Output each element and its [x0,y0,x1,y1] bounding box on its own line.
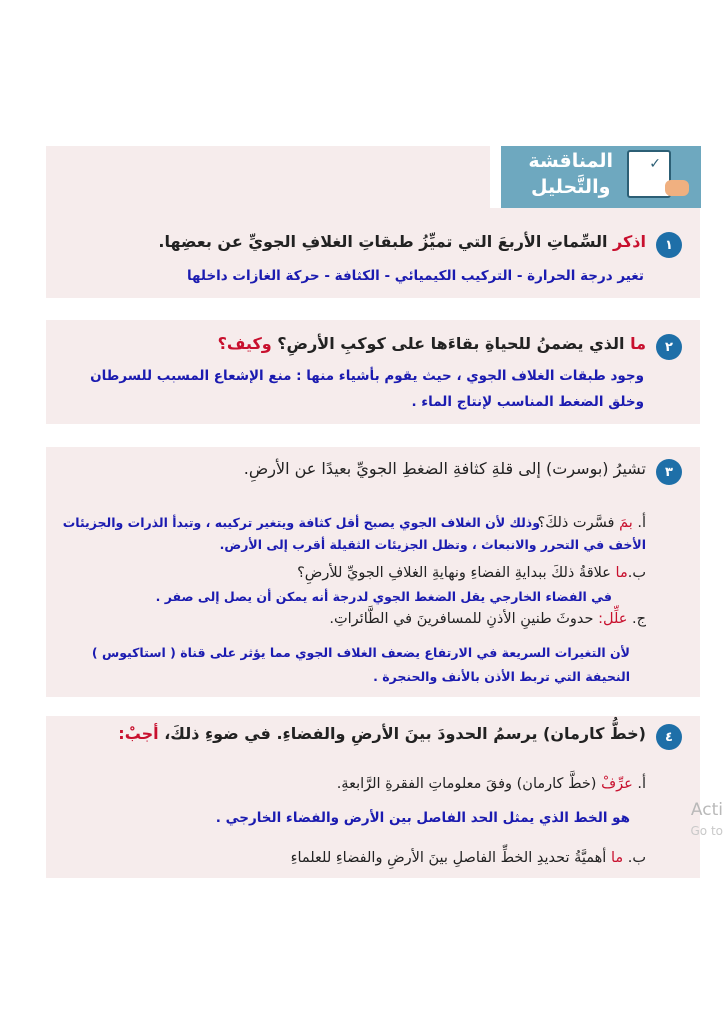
sub-letter: أ. [637,515,646,531]
question-text [58,334,646,353]
question-number: ٣ [656,459,682,485]
sub-letter: أ. [637,776,646,792]
question-2-panel [46,320,700,424]
sub-letter: ب. [627,850,646,866]
answer-line-2: وخلق الضغط المناسب لإنتاج الماء . [411,394,644,410]
answer-text: تغير درجة الحرارة - التركيب الكيميائي - الكثافة - حركة الغازات داخلها [186,268,644,284]
question-verb: ما [630,334,646,353]
question-body: الذي يضمنُ للحياةِ بقاءَها على كوكبِ الأرضِ؟ [271,334,631,353]
sub-question-a [337,776,646,792]
question-verb: اذكر [613,232,646,251]
answer-line-1: وجود طبقات الغلاف الجوي ، حيث يقوم بأشياء منها : منع الإشعاع المسبب للسرطان [90,368,644,384]
sub-text: أهميَّةُ تحديدِ الخطِّ الفاصلِ بينَ الأرضِ والفضاءِ للعلماءِ [290,850,611,866]
answer-c-line-2: النحيفة التي تربط الأذن بالأنف والحنجرة . [373,669,630,684]
checkmark-icon: ✓ [649,156,661,172]
sub-text: حدوثَ طنينِ الأذنِ للمسافرينَ في الطَّائراتِ. [329,611,599,627]
answer-a: هو الخط الذي يمثل الحد الفاصل بين الأرض والفضاء الخارجي . [215,810,630,826]
question-body: (خطُّ كارمان) يرسمُ الحدودَ بينَ الأرضِ والفضاءِ. في ضوءِ ذلكَ، [158,724,646,743]
sub-text: (خطَّ كارمان) وفقَ معلوماتِ الفقرةِ الرَّابعةِ. [336,776,602,792]
question-verb: أجبْ: [118,724,159,743]
question-3-panel [46,447,700,697]
sub-verb: عرِّفْ [601,776,633,792]
answer-c-line-1: لأن التغيرات السريعة في الارتفاع يضعف الغلاف الجوي مما يؤثر على قناة ( استاكيوس ) [91,645,630,660]
header-line1: المناقشة [528,150,613,172]
answer-b: في الفضاء الخارجي يقل الضغط الجوي لدرجة أنه يمكن أن يصل إلى صفر . [155,589,612,604]
answer-a-line-2: الأخف في التحرر والانبعاث ، وتظل الجزيئات الثقيلة أقرب إلى الأرض. [219,537,646,552]
header-left-band [46,146,490,208]
question-body: السِّماتِ الأربعَ التي تميِّزُ طبقاتِ الغلافِ الجويِّ عن بعضِها. [158,232,614,251]
question-text: تشيرُ (بوسرت) إلى قلةِ كثافةِ الضغطِ الجويِّ بعيدًا عن الأرضِ. [243,459,646,478]
question-number: ١ [656,232,682,258]
sub-question-a [538,515,646,531]
sub-verb: ما [610,850,624,866]
activation-watermark-line2: Go to [690,824,723,838]
sub-letter: ب. [627,565,646,581]
activation-watermark-line1: Acti [690,800,723,820]
sub-text: علاقةُ ذلكَ ببدايةِ الفضاءِ ونهايةِ الغلافِ الجويِّ للأرضِ؟ [297,565,616,581]
question-number: ٢ [656,334,682,360]
sub-text: فسَّرت ذلكَ؟ [537,515,620,531]
question-text [58,724,646,743]
question-1-body [46,208,700,298]
question-4-panel [46,716,700,878]
question-verb-2: وكيف؟ [217,334,272,353]
sub-verb: ما [615,565,628,581]
answer-a-line-1: وذلك لأن الغلاف الجوي يصبح أقل كثافة ويتغير تركيبه ، وتبدأ الذرات والجزيئات [62,515,540,530]
question-number: ٤ [656,724,682,750]
sub-verb: علِّل: [598,611,628,627]
question-text [58,232,646,251]
sub-question-c [329,611,646,627]
sub-question-b [291,850,646,866]
sub-verb: بمَ [619,515,633,531]
sub-letter: ج. [632,611,646,627]
sub-question-b [297,565,646,581]
header-line2: والتَّحليل [531,176,611,198]
